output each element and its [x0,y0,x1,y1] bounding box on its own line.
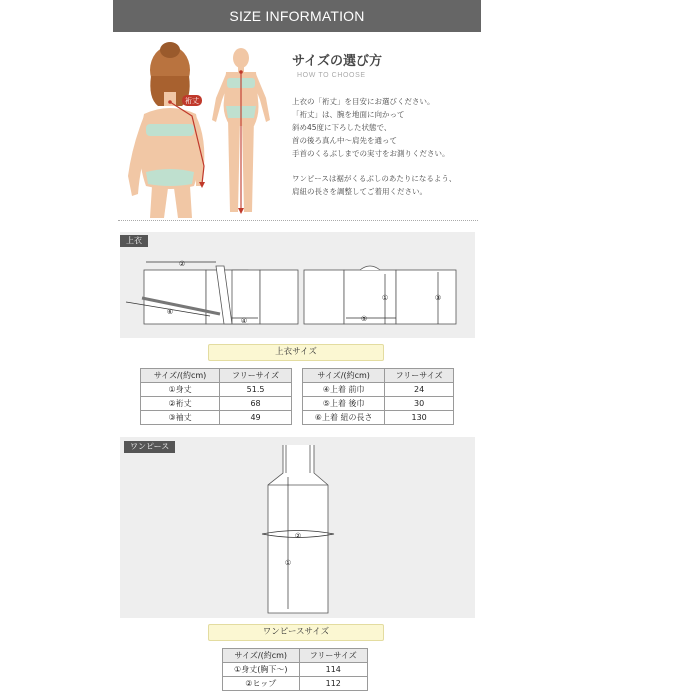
desc-line: 上衣の「裄丈」を目安にお選びください。 [292,97,435,106]
table-cell: ①身丈 [141,383,220,397]
body-measure-figures [118,36,288,218]
marker-4: ④ [240,317,248,325]
table-cell: ②裄丈 [141,397,220,411]
desc-line: 「裄丈」は、腕を地面に向かって [292,110,405,119]
table-cell: 130 [385,411,454,425]
marker-1: ① [284,559,292,567]
desc-line: ワンピースは裾がくるぶしのあたりになるよう、 [292,174,457,183]
page-header [113,0,481,32]
table-cell: ②ヒップ [223,677,300,691]
top-size-table-left [140,368,292,425]
table-cell: 49 [220,411,292,425]
desc-line: 肩紐の長さを調整してご着用ください。 [292,187,427,196]
table-row [223,677,368,691]
top-size-banner: 上衣サイズ [208,344,384,361]
table-cell: ①身丈(胸下〜) [223,663,300,677]
dress-outline [268,445,328,613]
table-row [303,383,454,397]
table-header-row [223,649,368,663]
dress-size-banner: ワンピースサイズ [208,624,384,641]
dress-size-table [222,648,368,691]
table-header-cell: フリーサイズ [385,369,454,383]
marker-2: ② [178,260,186,268]
marker-1: ① [381,294,389,302]
jacket-front-view [142,266,298,324]
marker-3: ③ [434,294,442,302]
table-header-cell: サイズ/(約cm) [223,649,300,663]
how-to-choose-subtitle: HOW TO CHOOSE [297,72,366,79]
table-cell: 30 [385,397,454,411]
table-header-cell: フリーサイズ [220,369,292,383]
back-view-figure [128,42,205,218]
table-cell: 24 [385,383,454,397]
desc-line: 首の後ろ真ん中〜肩先を通って [292,136,397,145]
table-cell: 112 [299,677,367,691]
top-size-table-right [302,368,454,425]
table-header-cell: フリーサイズ [299,649,367,663]
table-header-cell: サイズ/(約cm) [141,369,220,383]
marker-5: ⑤ [360,315,368,323]
dress-diagram [120,437,475,618]
header-title: SIZE INFORMATION [229,8,365,24]
table-cell: ⑤上着 後巾 [303,397,385,411]
table-row [303,411,454,425]
marker-6: ⑥ [166,308,174,316]
jacket-back-view [304,266,456,324]
table-cell: 68 [220,397,292,411]
dress-section-tag: ワンピース [124,441,175,453]
table-header-cell: サイズ/(約cm) [303,369,385,383]
measure-label-text: 裄丈 [185,97,199,105]
front-view-figure [212,48,270,214]
desc-line: 手首のくるぶしまでの実寸をお測りください。 [292,149,450,158]
table-cell: ④上着 前巾 [303,383,385,397]
table-row [141,411,292,425]
top-garment-diagram [120,232,475,338]
how-to-choose-title: サイズの選び方 [292,54,382,69]
table-header-row [303,369,454,383]
table-cell: ⑥上着 紐の長さ [303,411,385,425]
table-cell: ③袖丈 [141,411,220,425]
table-row [303,397,454,411]
top-section-tag: 上衣 [120,235,148,247]
section-divider [118,220,478,221]
table-cell: 51.5 [220,383,292,397]
marker-2: ② [294,532,302,540]
table-cell: 114 [299,663,367,677]
measure-label-badge [182,95,202,106]
table-header-row [141,369,292,383]
table-row [141,397,292,411]
table-row [223,663,368,677]
table-row [141,383,292,397]
desc-line: 斜め45度に下ろした状態で、 [292,123,392,132]
